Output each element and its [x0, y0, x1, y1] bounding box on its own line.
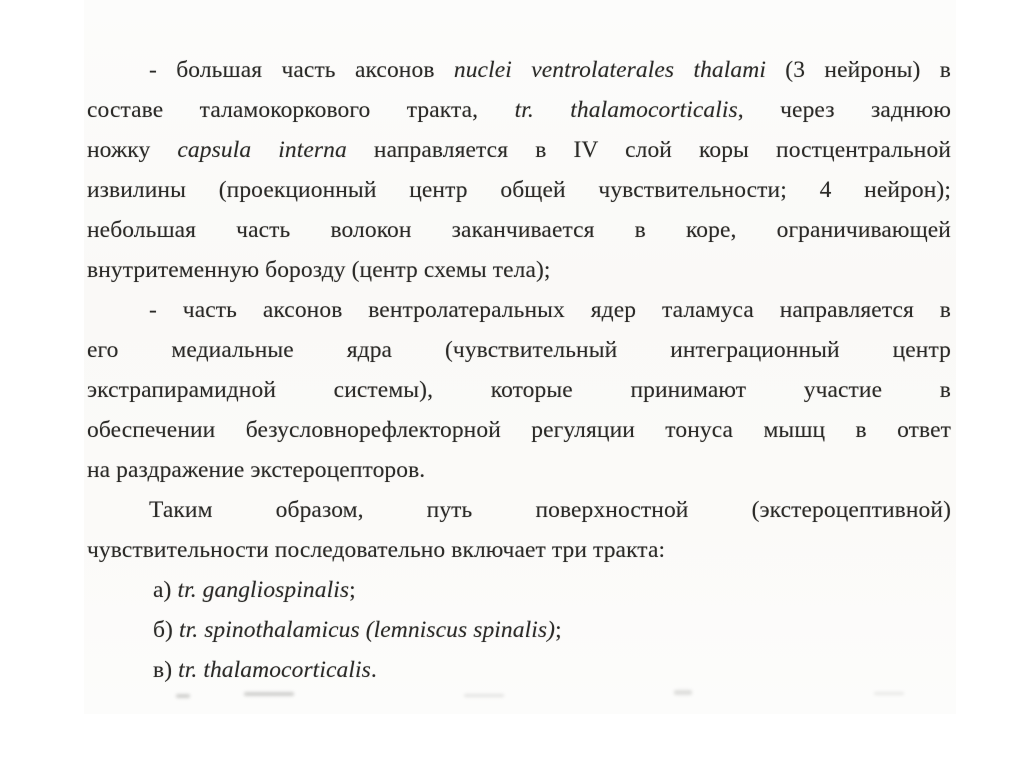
text-line: [87, 170, 951, 210]
text-line: [87, 570, 951, 610]
scan-artifact: [874, 692, 904, 695]
text-line: [87, 370, 951, 410]
text-segment: , через заднюю: [737, 97, 951, 123]
text-segment: (3 нейроны) в: [765, 57, 951, 83]
text-line: [87, 50, 951, 90]
latin-term: tr. thalamocorticalis: [514, 97, 738, 123]
latin-term: tr. gangliospinalis: [177, 577, 350, 603]
text-segment: ;: [555, 617, 562, 643]
text-segment: обеспечении безусловнорефлекторной регуляции тонуса мышц в ответ: [87, 417, 951, 443]
text-line: [87, 210, 951, 250]
scan-artifact: [244, 692, 294, 696]
paper-region: [84, 0, 956, 714]
text-segment: б): [153, 617, 179, 643]
text-segment: его медиальные ядра (чувствительный интеграционный центр: [87, 337, 951, 363]
text-line: [87, 490, 951, 530]
text-line: [87, 130, 951, 170]
text-segment: внутритеменную борозду (центр схемы тела);: [87, 257, 551, 283]
text-segment: составе таламокоркового тракта,: [87, 97, 515, 123]
latin-term: tr. thalamocorticalis: [178, 657, 371, 683]
text-segment: ножку: [87, 137, 178, 163]
latin-term: nuclei ventrolaterales thalami: [453, 57, 766, 83]
text-line: [87, 610, 951, 650]
text-line: [87, 530, 951, 570]
text-segment: - большая часть аксонов: [149, 57, 454, 83]
text-segment: ;: [349, 577, 356, 603]
scan-artifact: [176, 694, 190, 698]
text-segment: на раздражение экстероцепторов.: [87, 457, 426, 483]
text-block: [87, 50, 951, 690]
text-line: [87, 250, 951, 290]
text-segment: .: [370, 657, 377, 683]
latin-term: capsula interna: [177, 137, 347, 163]
scan-artifact: [464, 694, 504, 697]
text-line: [87, 410, 951, 450]
text-line: [87, 90, 951, 130]
text-line: [87, 650, 951, 690]
scan-artifact: [674, 690, 692, 695]
text-segment: чувствительности последовательно включает три тракта:: [87, 537, 666, 563]
text-segment: извилины (проекционный центр общей чувствительности; 4 нейрон);: [87, 177, 951, 203]
text-segment: - часть аксонов вентролатеральных ядер таламуса направляется в: [149, 297, 951, 323]
text-segment: экстрапирамидной системы), которые принимают участие в: [87, 377, 951, 403]
text-segment: в): [153, 657, 179, 683]
text-line: [87, 330, 951, 370]
text-line: [87, 290, 951, 330]
text-segment: Таким образом, путь поверхностной (экстероцептивной): [149, 497, 951, 523]
latin-term: tr. spinothalamicus (lemniscus spinalis): [178, 617, 556, 643]
text-segment: а): [153, 577, 178, 603]
text-segment: небольшая часть волокон заканчивается в коре, ограничивающей: [87, 217, 951, 243]
text-line: [87, 450, 951, 490]
text-segment: направляется в IV слой коры постцентральной: [346, 137, 951, 163]
